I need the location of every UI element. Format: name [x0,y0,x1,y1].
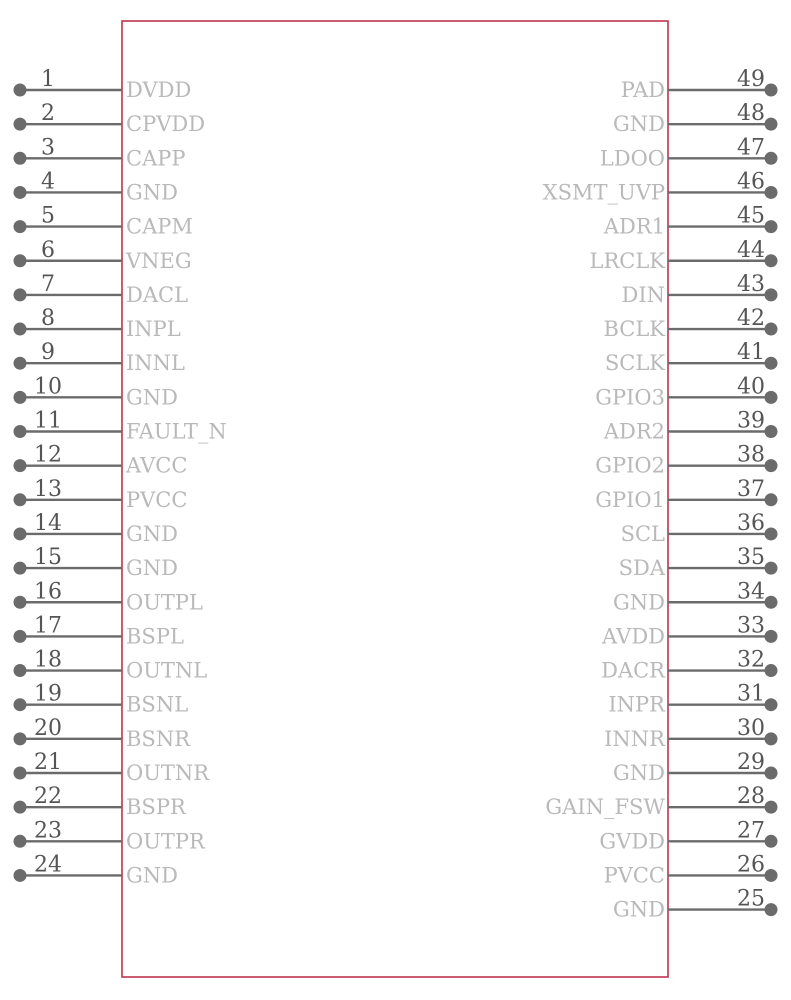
pin-name: DACR [601,658,665,683]
pin-number: 19 [34,681,62,707]
pin-dot [14,835,27,848]
right-pin-column [543,67,778,922]
pin-dot [14,425,27,438]
pin-22 [14,784,187,819]
pin-7 [14,272,189,307]
pin-name: GND [126,863,178,888]
pin-number: 27 [737,818,765,844]
pin-number: 28 [737,784,765,810]
pin-dot [14,732,27,745]
pin-12 [14,443,188,478]
pin-dot [14,801,27,814]
pin-number: 14 [34,510,62,536]
pin-15 [14,545,179,580]
pin-name: CPVDD [126,112,206,137]
pin-dot [14,84,27,97]
pin-16 [14,579,204,614]
pin-number: 23 [34,818,62,844]
pin-33 [601,613,777,648]
pin-number: 7 [41,271,55,297]
pin-37 [595,477,777,512]
pin-name: BSNL [126,692,189,717]
pin-dot [765,84,778,97]
pin-name: GND [613,897,665,922]
pin-29 [613,750,778,785]
pin-number: 38 [737,442,765,468]
pin-number: 16 [34,579,62,605]
pin-number: 39 [737,408,765,434]
pin-name: GAIN_FSW [545,795,665,820]
pin-number: 18 [34,647,62,673]
pin-11 [14,409,227,444]
pin-number: 15 [34,545,62,571]
pin-number: 24 [34,852,62,878]
pin-name: OUTNR [126,761,210,785]
pin-14 [14,511,179,546]
pin-dot [765,220,778,233]
pin-dot [14,630,27,643]
pin-number: 36 [737,510,765,536]
pin-number: 2 [41,101,55,127]
pin-name: DVDD [126,78,192,102]
pin-name: GND [613,590,665,615]
pin-name: GND [126,521,178,546]
pin-number: 6 [41,237,55,263]
pin-name: LRCLK [589,248,665,273]
pin-number: 17 [34,613,62,639]
pin-dot [14,288,27,301]
pin-dot [14,664,27,677]
pin-dot [14,118,27,131]
pin-dot [765,459,778,472]
pin-number: 31 [737,681,765,707]
pin-19 [14,682,189,717]
pin-5 [14,204,193,239]
pin-name: OUTPL [126,590,203,615]
pin-dot [14,254,27,267]
pin-name: DACL [126,282,189,307]
pin-number: 29 [737,750,765,775]
pin-number: 26 [737,852,765,878]
pin-name: GND [613,761,665,785]
pin-name: LDOO [599,146,665,171]
pin-number: 5 [41,203,55,229]
pin-name: DIN [621,282,665,307]
pin-2 [14,101,206,136]
pin-dot [765,357,778,370]
pin-38 [595,443,777,478]
pin-dot [14,596,27,609]
pin-number: 32 [737,647,765,673]
pin-name: ADR2 [603,419,665,444]
pin-number: 13 [34,476,62,502]
pin-name: FAULT_N [126,419,227,444]
pin-number: 46 [737,169,765,195]
pin-34 [613,579,778,614]
pin-number: 30 [737,715,765,741]
pin-dot [14,767,27,780]
left-pin-column [14,67,227,887]
pin-number: 10 [34,374,62,400]
pin-23 [14,818,207,853]
pin-dot [14,391,27,404]
pin-44 [590,238,778,273]
pin-45 [603,204,778,239]
pin-name: BSPL [126,624,184,649]
pin-46 [543,169,778,204]
pin-dot [765,630,778,643]
pin-number: 1 [41,67,55,92]
pin-name: GND [613,112,665,137]
pin-dot [765,425,778,438]
pin-number: 3 [41,135,55,161]
pin-dot [14,698,27,711]
pin-dot [14,323,27,336]
pin-48 [613,101,778,136]
pin-10 [14,374,179,409]
pin-dot [765,903,778,916]
pin-name: SCL [620,521,665,546]
pin-number: 20 [34,715,62,741]
pin-name: AVCC [126,453,188,478]
pin-name: GPIO2 [595,453,665,478]
pin-dot [765,391,778,404]
pin-dot [765,152,778,165]
pin-39 [603,409,778,444]
pin-number: 22 [34,784,62,810]
pin-number: 33 [737,613,765,639]
pin-dot [765,288,778,301]
pin-dot [765,186,778,199]
pin-number: 34 [737,579,765,605]
pin-number: 40 [737,374,765,400]
pin-8 [14,306,181,341]
pin-41 [605,340,778,375]
pin-6 [14,238,192,273]
pin-number: 4 [41,169,55,195]
pin-dot [14,220,27,233]
pin-47 [600,135,778,170]
pin-number: 21 [34,750,62,775]
pin-dot [765,698,778,711]
pin-number: 41 [737,340,765,366]
pin-dot [765,767,778,780]
pin-dot [765,869,778,882]
pin-30 [604,716,777,751]
pin-number: 43 [737,271,765,297]
pin-number: 48 [737,101,765,127]
pin-dot [14,152,27,165]
pin-28 [545,784,777,819]
pin-name: PVCC [126,487,188,512]
pin-name: GPIO3 [595,385,665,410]
pin-dot [765,596,778,609]
pin-name: XSMT_UVP [542,180,665,205]
pin-name: AVDD [602,624,665,649]
pin-name: GND [126,556,178,581]
pin-21 [14,750,211,785]
pin-40 [595,374,777,409]
pin-number: 42 [737,306,765,332]
pin-dot [765,323,778,336]
pin-name: INNL [126,351,185,376]
pin-dot [14,459,27,472]
pin-24 [14,852,179,887]
pin-number: 37 [737,476,765,502]
pin-1 [14,67,192,102]
pin-number: 9 [41,340,55,366]
pin-name: INNR [604,726,665,751]
pin-number: 35 [737,545,765,571]
pin-dot [14,357,27,370]
pin-31 [608,682,777,717]
pin-17 [14,613,184,648]
pin-25 [613,887,778,922]
pin-name: CAPP [126,146,186,171]
pin-number: 11 [34,408,62,434]
pin-dot [765,118,778,131]
pin-dot [765,664,778,677]
pin-name: VNEG [126,248,192,273]
pin-42 [603,306,777,341]
pin-3 [14,135,186,170]
pin-dot [765,527,778,540]
pin-number: 49 [737,67,765,92]
pin-name: OUTPR [126,829,205,854]
pin-name: CAPM [126,214,193,239]
pin-dot [14,186,27,199]
pin-number: 8 [41,306,55,332]
pin-name: INPR [608,692,665,717]
pin-36 [621,511,778,546]
pin-43 [621,272,777,307]
pin-dot [765,801,778,814]
pin-dot [765,493,778,506]
pin-27 [599,818,777,853]
pin-name: PVCC [603,863,665,888]
pin-name: GND [126,385,178,410]
pin-number: 44 [737,237,765,263]
pin-name: PAD [620,78,665,102]
pin-4 [14,169,179,204]
pin-dot [765,254,778,267]
pin-name: ADR1 [603,214,665,239]
pin-dot [14,493,27,506]
pin-name: INPL [126,317,181,342]
pin-number: 12 [34,442,62,468]
pin-name: SCLK [604,351,665,376]
pin-name: OUTNL [126,658,208,683]
pin-20 [14,716,192,751]
pin-number: 47 [737,135,765,161]
pin-dot [765,835,778,848]
pin-dot [14,562,27,575]
pin-number: 25 [737,886,765,912]
pin-name: BCLK [603,317,665,342]
pin-dot [765,732,778,745]
pin-dot [14,869,27,882]
pin-dot [765,562,778,575]
pin-35 [619,545,778,580]
pin-name: SDA [618,556,665,581]
pin-number: 45 [737,203,765,229]
pin-26 [604,852,778,887]
pin-49 [621,67,778,102]
pin-name: GVDD [599,829,665,854]
pin-18 [14,648,208,683]
pin-name: BSPR [126,795,186,820]
pin-name: GPIO1 [595,487,665,512]
pin-dot [14,527,27,540]
pin-9 [14,340,186,375]
pin-32 [601,648,777,683]
pin-name: GND [126,180,178,205]
pin-name: BSNR [126,726,191,751]
pin-13 [14,477,188,512]
